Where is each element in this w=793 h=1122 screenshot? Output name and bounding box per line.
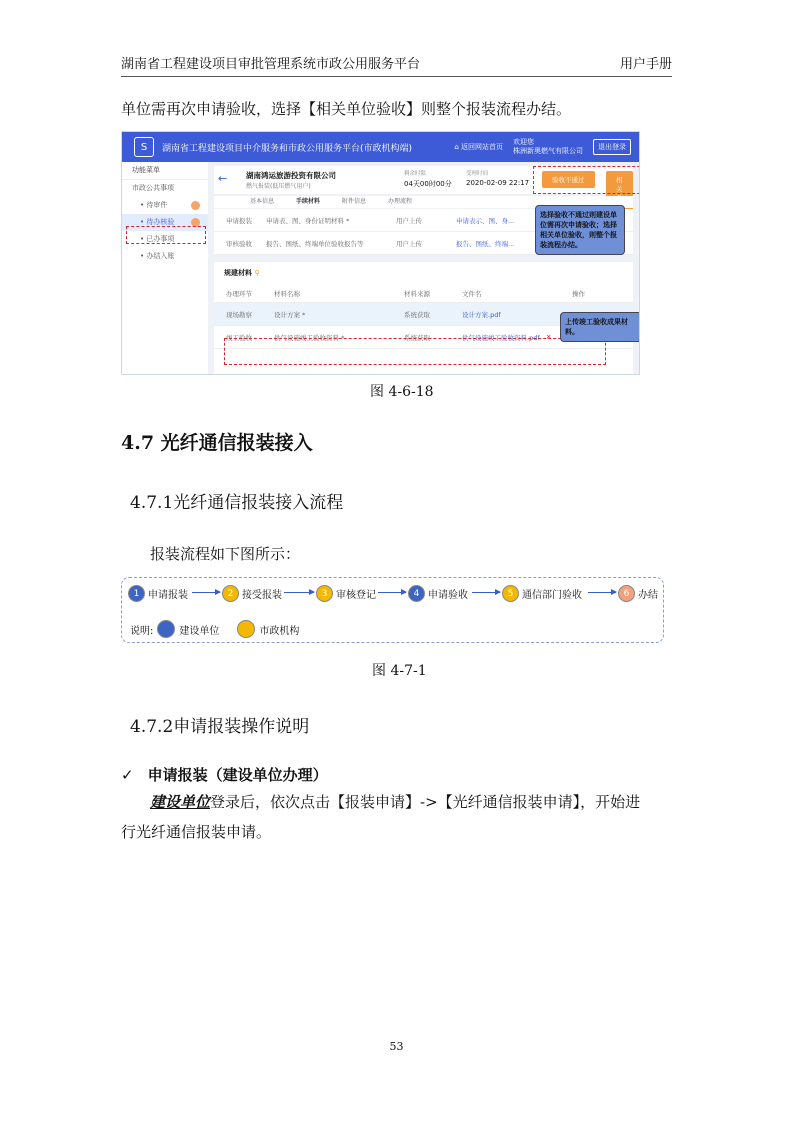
sidebar-item-verify[interactable]: • 待办核验 xyxy=(122,214,208,231)
tab-process[interactable]: 办理流程 xyxy=(388,198,413,205)
back-icon[interactable]: ← xyxy=(218,172,228,185)
link-icon: ⚲ xyxy=(254,269,260,277)
page-header xyxy=(121,54,672,77)
flow-step: 2 接受报装 xyxy=(222,585,282,602)
highlight-sidebar xyxy=(126,226,206,244)
sidebar-menu-title: 功能菜单 xyxy=(122,162,208,180)
flow-intro: 报装流程如下图所示： xyxy=(150,545,301,563)
sidebar-group[interactable]: 市政公共事项 xyxy=(132,184,174,192)
figure-caption: 图 4-7-1 xyxy=(372,663,427,679)
time-value-2: 2020-02-09 22:17 xyxy=(466,179,530,187)
table-row: 审核验收 报告、图纸、终端单位验收报告等 用户上传 报告、图纸、终端... xyxy=(214,232,633,255)
page-number: 53 xyxy=(389,1040,404,1053)
home-link[interactable]: ⌂ 返回网站首页 xyxy=(454,143,503,151)
body-line-1: 建设单位登录后，依次点击【报装申请】->【光纤通信报装申请】，开始进 xyxy=(150,793,641,811)
app-topbar xyxy=(122,132,639,162)
callout-verify: 选择验收不通过则建设单位需再次申请验收；选择相关单位验收，则整个报装流程办结。 xyxy=(535,205,625,255)
tab-materials[interactable]: 手续材料 xyxy=(296,198,321,205)
tab-basic[interactable]: 基本信息 xyxy=(250,198,275,205)
flow-step: 5 通信部门验收 xyxy=(502,585,582,602)
flow-diagram xyxy=(121,577,664,643)
section-heading: 4.7 光纤通信报装接入 xyxy=(121,432,313,454)
table-row: 申请报装 申请表、图、身份证明材料 * 用户上传 申请表示、图、身... xyxy=(214,209,633,232)
highlight-buttons xyxy=(533,166,640,194)
legend-dot-blue xyxy=(157,620,175,638)
sidebar-item-pending[interactable]: • 待审件 xyxy=(122,197,208,214)
app-title: 湖南省工程建设项目中介服务和市政公用服务平台(市政机构端) xyxy=(162,143,413,154)
body-line-2: 行光纤通信报装申请。 xyxy=(121,823,272,841)
flow-step: 4 申请验收 xyxy=(408,585,468,602)
table-header: 办理环节 材料名称 材料来源 文件名 操作 xyxy=(214,284,633,303)
flow-arrow xyxy=(378,592,406,593)
user-info: 欢迎您 株洲新奥燃气有限公司 xyxy=(513,138,583,155)
company-name: 湖南鸿运旅游投资有限公司 xyxy=(246,171,336,180)
company-sub: 燃气报装(低压燃气用户) xyxy=(246,183,311,190)
tab-attachments[interactable]: 附件信息 xyxy=(342,198,367,205)
flow-step: 1 申请报装 xyxy=(128,585,188,602)
intro-text: 单位需再次申请验收，选择【相关单位验收】则整个报装流程办结。 xyxy=(121,100,572,118)
sidebar xyxy=(122,162,208,374)
callout-upload: 上传竣工验收成果材料。 xyxy=(560,312,640,342)
flow-step: 6 办结 xyxy=(618,585,658,602)
flow-arrow xyxy=(472,592,500,593)
file-link[interactable]: 设计方案.pdf xyxy=(462,310,501,319)
subsection-heading: 4.7.1光纤通信报装接入流程 xyxy=(130,493,344,513)
section-title: 规建材料 ⚲ xyxy=(224,269,260,277)
app-logo-icon: S xyxy=(134,137,154,157)
table-row: 现场勘察 设计方案 * 系统获取 设计方案.pdf xyxy=(214,303,633,326)
check-item: ✓ 申请报装（建设单位办理） xyxy=(121,766,328,784)
check-icon: ✓ xyxy=(121,766,134,784)
table-row: 竣工验收 供气设施竣工验收资料 * 系统获取 供气设施竣工验收资料.pdf ✕ xyxy=(214,326,633,349)
figure-caption: 图 4-6-18 xyxy=(370,384,434,400)
subsection-heading: 4.7.2申请报装操作说明 xyxy=(130,717,310,737)
flow-arrow xyxy=(588,592,616,593)
logout-button[interactable]: 退出登录 xyxy=(593,139,631,155)
verify-fail-button[interactable]: 验收不通过 xyxy=(542,171,595,188)
highlight-row xyxy=(224,338,606,365)
time-label-2: 受理时间 xyxy=(466,171,489,177)
related-verify-button[interactable]: 相关 xyxy=(606,171,633,233)
screenshot-figure xyxy=(121,131,640,375)
legend-dot-yellow xyxy=(237,620,255,638)
flow-arrow xyxy=(192,592,220,593)
time-value-1: 04天00时00分 xyxy=(404,180,452,188)
delete-icon[interactable]: ✕ xyxy=(546,333,552,341)
sidebar-item-done[interactable]: • 已办事项 xyxy=(140,235,175,243)
flow-legend: 说明: 建设单位 市政机构 xyxy=(130,620,299,638)
header-title: 湖南省工程建设项目审批管理系统市政公用服务平台 xyxy=(121,57,421,72)
header-manual: 用户手册 xyxy=(619,57,672,72)
sidebar-item-finished[interactable]: • 办结入账 xyxy=(140,252,175,260)
time-label-1: 剩余时限 xyxy=(404,171,427,177)
file-link[interactable]: 供气设施竣工验收资料.pdf xyxy=(462,333,540,342)
flow-arrow xyxy=(284,592,314,593)
flow-step: 3 审核登记 xyxy=(316,585,376,602)
